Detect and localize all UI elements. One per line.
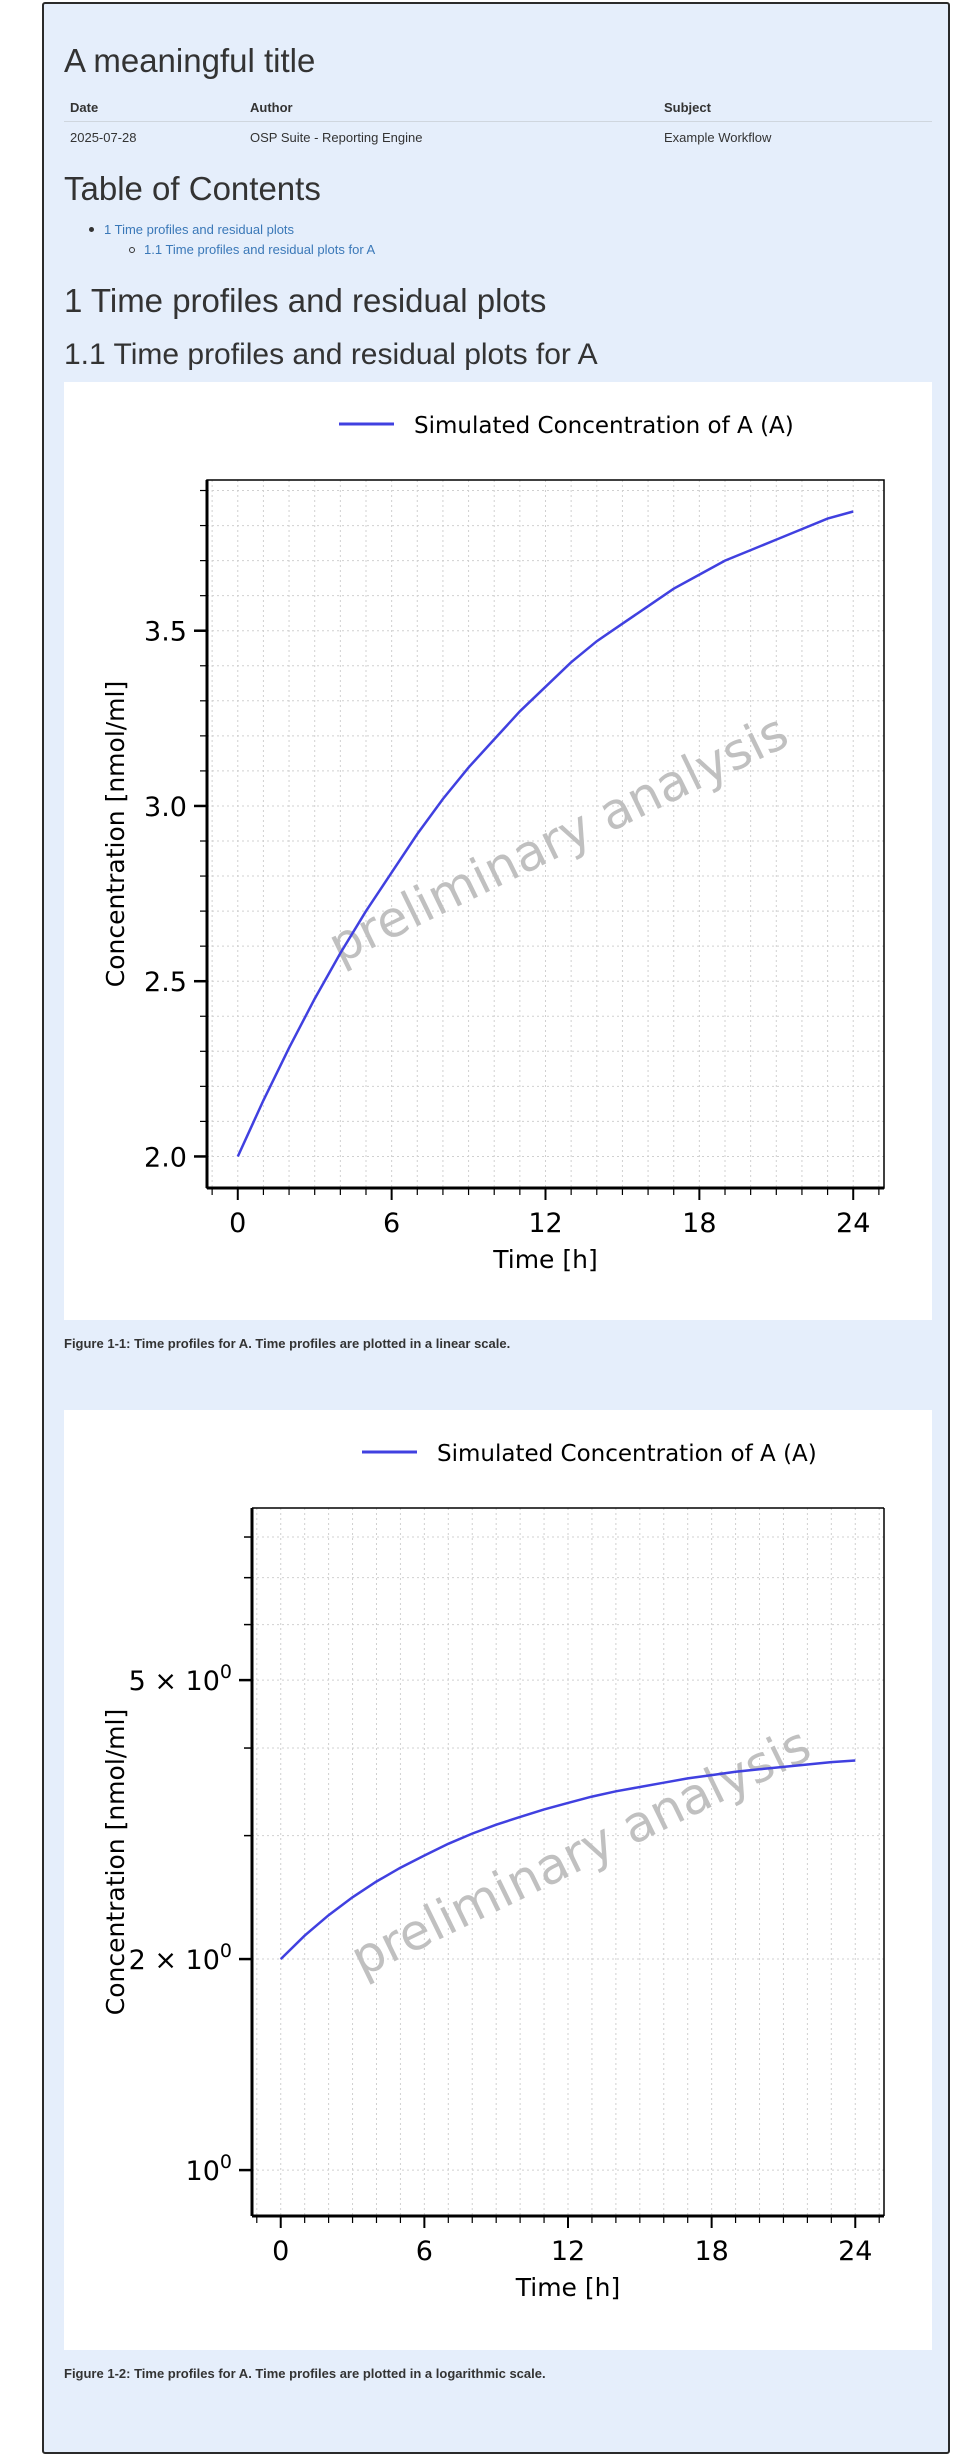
figure-caption: Figure 1-2: Time profiles for A. Time profiles are plotted in a logarithmic scale. <box>64 2366 546 2381</box>
y-tick-label: 2.5 <box>144 967 187 999</box>
table-row <box>64 122 932 152</box>
meta-author: OSP Suite - Reporting Engine <box>250 130 423 145</box>
toc-title: Table of Contents <box>64 170 321 207</box>
watermark-text: preliminary analysis <box>319 702 797 976</box>
x-tick-label: 0 <box>272 2236 290 2267</box>
figure-caption: Figure 1-1: Time profiles for A. Time profiles are plotted in a linear scale. <box>64 1336 511 1351</box>
y-tick-label: $10^0$ <box>185 2151 232 2188</box>
x-tick-label: 0 <box>229 1208 247 1239</box>
x-tick-label: 12 <box>550 2236 586 2267</box>
bullet-icon <box>89 227 94 232</box>
x-axis-title: Time [h] <box>515 2273 621 2302</box>
figure-linear <box>64 382 932 1320</box>
chart-linear <box>64 382 932 1320</box>
legend-label: Simulated Concentration of A (A) <box>437 1441 817 1467</box>
x-tick-label: 18 <box>682 1208 717 1239</box>
y-tick-label: 2.0 <box>144 1142 187 1174</box>
meta-header-date: Date <box>64 96 244 122</box>
section-heading: 1 Time profiles and residual plots <box>64 282 547 319</box>
x-tick-label: 6 <box>383 1208 401 1239</box>
y-tick-label: $2 \times 10^0$ <box>128 1940 232 1977</box>
toc-link-section-1[interactable]: 1 Time profiles and residual plots <box>104 222 295 237</box>
x-tick-label: 12 <box>528 1208 563 1239</box>
watermark-text: preliminary analysis <box>341 1715 820 1989</box>
chart-log <box>64 1410 932 2350</box>
x-tick-label: 18 <box>694 2236 729 2267</box>
meta-header-author: Author <box>244 96 658 122</box>
y-axis-title: Concentration [nmol/ml] <box>101 680 130 988</box>
x-axis-title: Time [h] <box>493 1245 598 1274</box>
x-tick-label: 24 <box>836 1208 871 1239</box>
y-tick-label: 3.0 <box>144 791 187 823</box>
legend-label: Simulated Concentration of A (A) <box>414 413 794 439</box>
y-tick-label: $5 \times 10^0$ <box>128 1661 232 1698</box>
toc-link-section-1-1[interactable]: 1.1 Time profiles and residual plots for A <box>144 242 376 257</box>
y-axis-title: Concentration [nmol/ml] <box>101 1708 130 2016</box>
meta-date: 2025-07-28 <box>70 130 137 145</box>
x-tick-label: 24 <box>838 2236 873 2267</box>
figure-log <box>64 1410 932 2350</box>
report-page <box>42 2 950 2454</box>
document-title: A meaningful title <box>64 42 316 79</box>
meta-subject: Example Workflow <box>664 130 772 145</box>
bullet-hollow-icon <box>129 247 135 253</box>
y-tick-label: 3.5 <box>144 616 187 648</box>
x-tick-label: 6 <box>415 2236 433 2267</box>
metadata-table <box>64 96 932 151</box>
subsection-heading: 1.1 Time profiles and residual plots for A <box>64 338 598 371</box>
meta-header-subject: Subject <box>658 96 932 122</box>
